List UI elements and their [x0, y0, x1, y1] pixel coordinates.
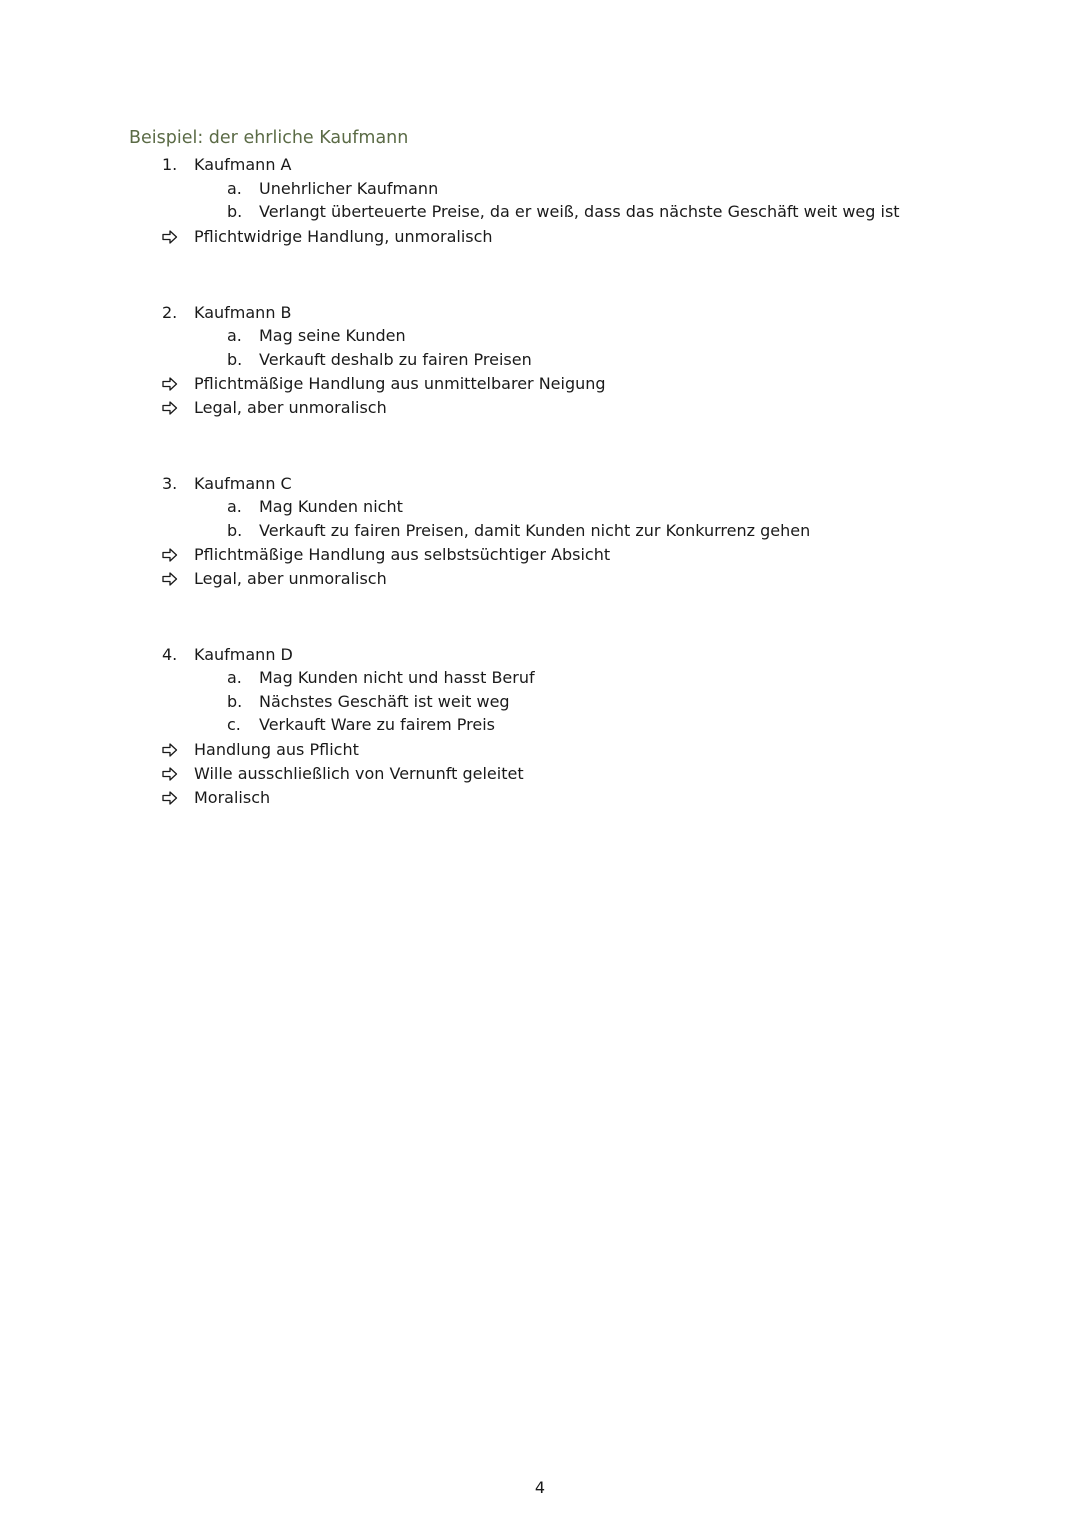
conclusion-text: Legal, aber unmoralisch [194, 398, 387, 417]
sub-list-text: Mag seine Kunden [259, 326, 406, 345]
conclusion-text: Moralisch [194, 788, 271, 807]
sub-list-text: Mag Kunden nicht [259, 497, 403, 516]
conclusion-text: Wille ausschließlich von Vernunft geleitet [194, 764, 524, 783]
sub-list-letter: b. [227, 692, 243, 711]
sub-list-letter: b. [227, 350, 243, 369]
right-arrow-outline-icon [162, 763, 180, 785]
conclusion-text: Handlung aus Pflicht [194, 740, 359, 759]
list-number: 3. [162, 474, 178, 493]
list-item-title: Kaufmann B [194, 303, 292, 322]
conclusion-text: Legal, aber unmoralisch [194, 569, 387, 588]
list-item-title: Kaufmann D [194, 645, 293, 664]
sub-list-text: Verlangt überteuerte Preise, da er weiß, dass das nächste Geschäft weit weg ist [259, 202, 900, 221]
sub-list-letter: b. [227, 521, 243, 540]
list-item-title: Kaufmann C [194, 474, 292, 493]
right-arrow-outline-icon [162, 787, 180, 809]
right-arrow-outline-icon [162, 568, 180, 590]
conclusion-text: Pflichtmäßige Handlung aus selbstsüchtiger Absicht [194, 545, 611, 564]
sub-list-letter: a. [227, 326, 242, 345]
sub-list-text: Verkauft deshalb zu fairen Preisen [259, 350, 532, 369]
section-heading: Beispiel: der ehrliche Kaufmann [129, 128, 409, 148]
sub-list-letter: a. [227, 497, 242, 516]
right-arrow-outline-icon [162, 544, 180, 566]
list-number: 1. [162, 155, 178, 174]
conclusion-text: Pflichtwidrige Handlung, unmoralisch [194, 227, 493, 246]
list-number: 2. [162, 303, 178, 322]
sub-list-letter: c. [227, 715, 241, 734]
conclusion-text: Pflichtmäßige Handlung aus unmittelbarer Neigung [194, 374, 606, 393]
sub-list-text: Unehrlicher Kaufmann [259, 179, 439, 198]
sub-list-letter: a. [227, 668, 242, 687]
list-number: 4. [162, 645, 178, 664]
sub-list-text: Verkauft Ware zu fairem Preis [259, 715, 495, 734]
page-number: 4 [534, 1478, 546, 1497]
sub-list-text: Mag Kunden nicht und hasst Beruf [259, 668, 535, 687]
sub-list-letter: a. [227, 179, 242, 198]
sub-list-letter: b. [227, 202, 243, 221]
sub-list-text: Nächstes Geschäft ist weit weg [259, 692, 510, 711]
right-arrow-outline-icon [162, 739, 180, 761]
list-item-title: Kaufmann A [194, 155, 292, 174]
right-arrow-outline-icon [162, 226, 180, 248]
right-arrow-outline-icon [162, 373, 180, 395]
sub-list-text: Verkauft zu fairen Preisen, damit Kunden nicht zur Konkurrenz gehen [259, 521, 811, 540]
right-arrow-outline-icon [162, 397, 180, 419]
